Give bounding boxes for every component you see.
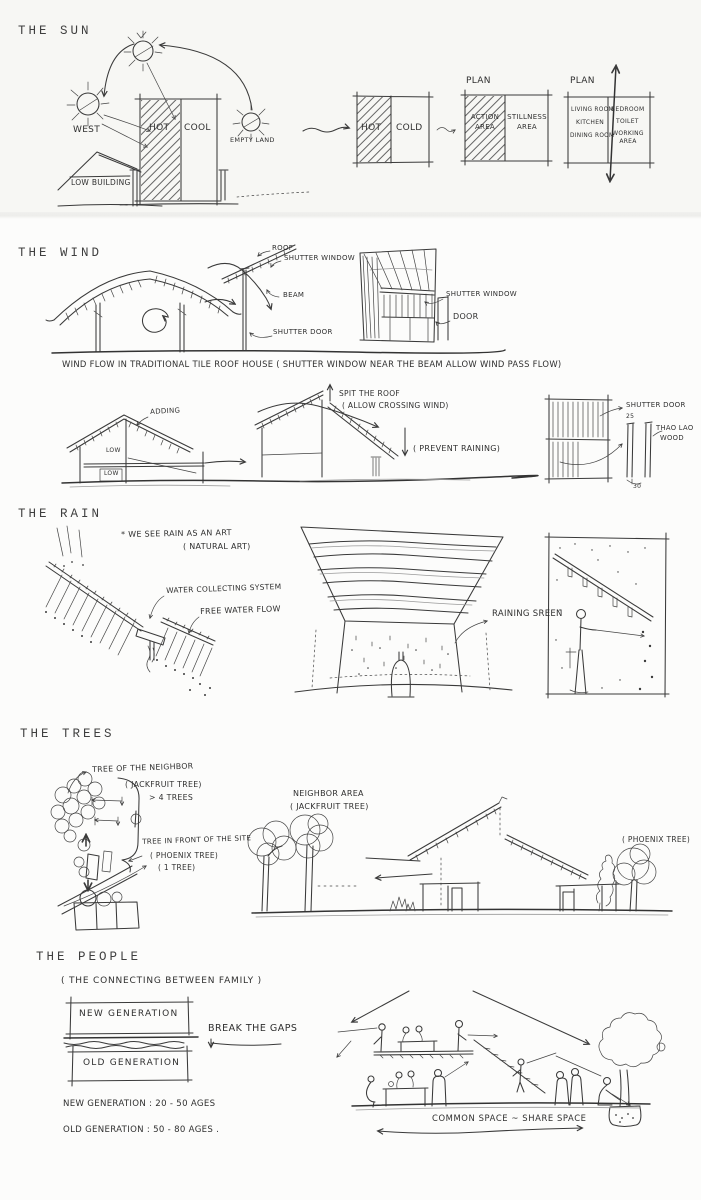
trees-sketch-elevation [248,797,672,917]
label-living-room: LIVING ROOM [571,107,614,113]
label-hot: HOT [149,123,170,133]
section-title-trees: THE TREES [20,727,115,741]
rain-sketch [45,526,669,698]
label-bedroom: BEDROOM [611,106,645,113]
label-common-space: COMMON SPACE ~ SHARE SPACE [432,1113,587,1123]
label-shutter-door-2: SHUTTER DOOR [626,401,686,409]
label-low-building: LOW BUILDING [71,178,131,187]
label-dim-25: 25 [626,413,635,420]
label-rain-art: * WE SEE RAIN AS AN ART [120,528,232,539]
label-neighbor-area: NEIGHBOR AREA [293,789,364,798]
label-neighbor-tree: TREE OF THE NEIGHBOR [91,761,194,774]
label-empty-land: EMPTY LAND [230,136,275,144]
label-connecting-family: ( THE CONNECTING BETWEEN FAMILY ) [61,976,262,986]
label-shutter-door: SHUTTER DOOR [273,328,333,336]
sun-sketch [58,31,654,206]
label-phoenix-2: ( PHOENIX TREE) [622,835,691,844]
label-old-ages: OLD GENERATION : 50 - 80 AGES . [63,1125,220,1135]
label-dining-room: DINING ROOM [570,133,615,139]
label-plan-1: PLAN [466,76,491,86]
label-one-tree: ( 1 TREE) [158,863,196,872]
label-low-2: LOW [104,470,119,477]
label-plan-2: PLAN [570,76,595,86]
label-hot-2: HOT [361,123,382,133]
label-front-tree: TREE IN FRONT OF THE SITE [141,833,252,846]
label-adding: ADDING [149,406,181,416]
label-working-area: WORKING AREA [612,130,644,145]
label-four-trees: > 4 TREES [149,793,194,802]
label-free-water-flow: FREE WATER FLOW [199,604,281,616]
label-natural-art: ( NATURAL ART) [183,542,251,551]
wind-sketch-row1 [46,245,505,353]
label-action-area: ACTION AREA [470,113,500,131]
label-wood: WOOD [660,434,684,442]
label-thao-lao: THAO LAO [656,424,694,432]
label-water-collecting: WATER COLLECTING SYSTEM [165,581,282,595]
people-sketch-section [337,991,665,1133]
label-allow-crossing: ( ALLOW CROSSING WIND) [342,401,449,410]
section-title-sun: THE SUN [18,24,92,38]
label-raining-screen: RAINING SREEN [492,609,563,619]
label-shutter-window-2: SHUTTER WINDOW [446,290,518,298]
label-new-ages: NEW GENERATION : 20 - 50 AGES [63,1099,216,1109]
label-shutter-window: SHUTTER WINDOW [284,254,356,262]
label-dim-30: 30 [633,483,642,490]
section-title-rain: THE RAIN [18,507,103,521]
label-cool: COOL [184,123,211,133]
label-kitchen: KITCHEN [576,119,605,126]
label-stillness-area: STILLNESS AREA [507,113,547,131]
label-spit-roof: SPIT THE ROOF [339,389,401,398]
section-title-wind: THE WIND [18,246,103,260]
label-prevent-raining: ( PREVENT RAINING) [413,444,501,453]
label-new-generation: NEW GENERATION [79,1009,179,1019]
label-beam: BEAM [283,291,305,299]
label-door: DOOR [453,312,479,321]
trees-sketch-plan [51,772,146,930]
label-jackfruit-2: ( JACKFRUIT TREE) [290,802,369,811]
label-jackfruit-1: ( JACKFRUIT TREE) [125,780,202,789]
label-toilet: TOILET [616,118,639,125]
wind-caption: WIND FLOW IN TRADITIONAL TILE ROOF HOUSE ( SHUTTER WINDOW NEAR THE BEAM ALLOW WIND PASS FLOW) [62,359,562,369]
label-low-1: LOW [106,447,121,454]
label-west: WEST [73,125,100,135]
label-roof: ROOF [272,244,294,252]
label-old-generation: OLD GENERATION [83,1058,181,1068]
section-title-people: THE PEOPLE [36,950,142,964]
label-cold: COLD [396,123,423,133]
label-phoenix-1: ( PHOENIX TREE) [150,851,219,860]
label-break-gaps: BREAK THE GAPS [208,1023,298,1034]
